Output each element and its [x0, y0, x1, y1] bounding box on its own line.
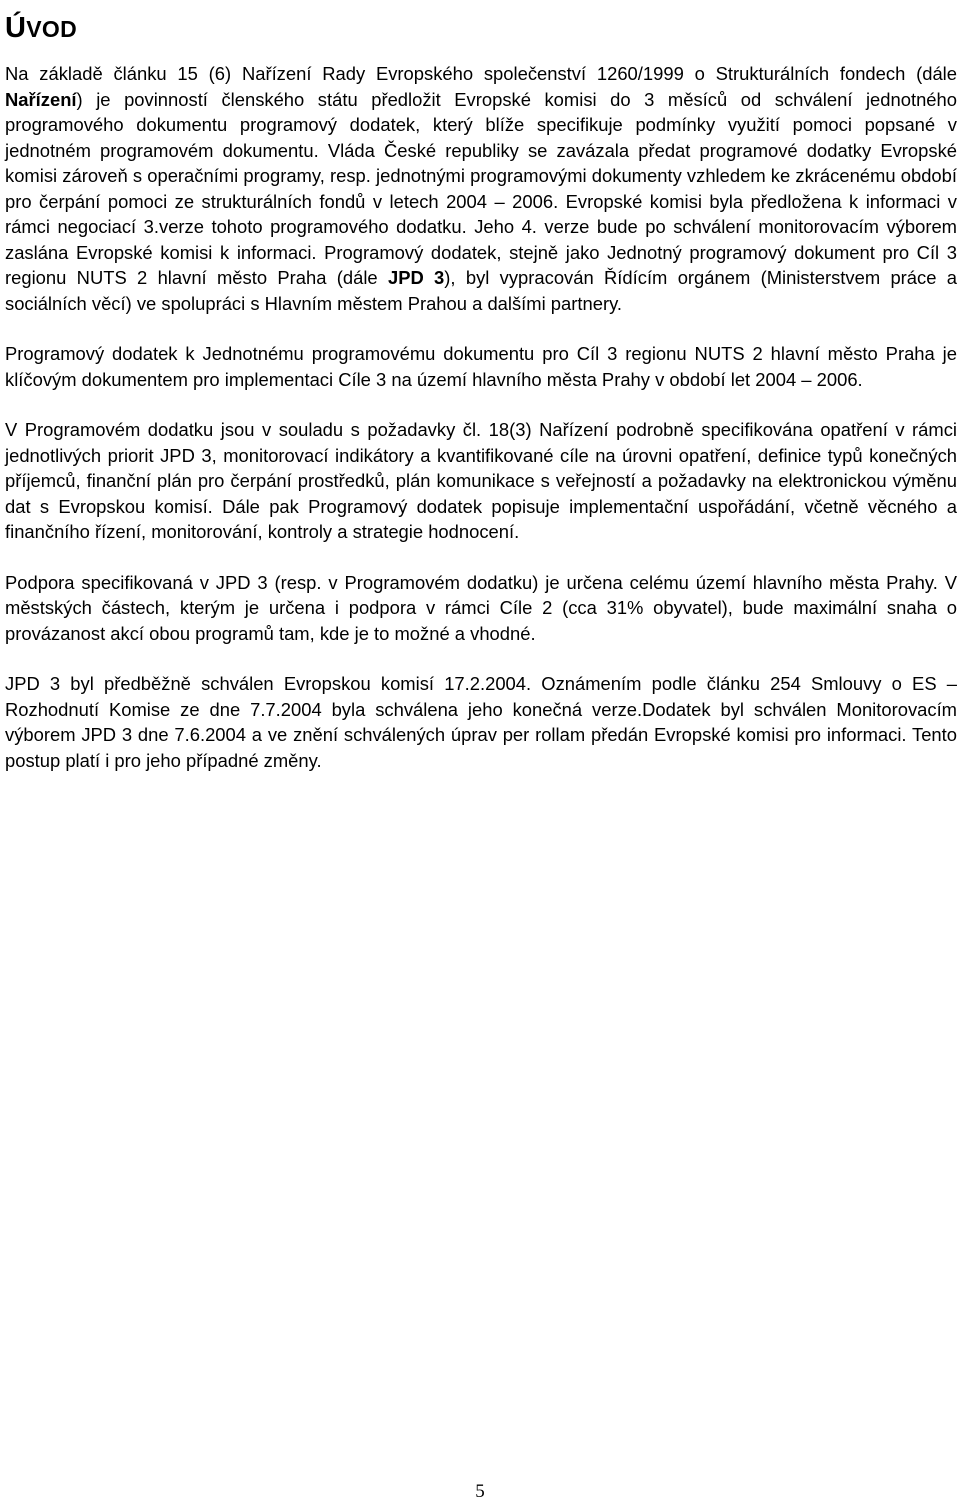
paragraph-intro-part-3: ), byl vypracován Řídícím orgánem (Ministerstvem práce a sociálních věcí) ve spolupráci s Hlavním městem Prahou a dalšími partnery. [5, 267, 957, 314]
section-heading [5, 10, 957, 47]
paragraph-support: Podpora specifikovaná v JPD 3 (resp. v Programovém dodatku) je určena celému území hlavního města Prahy. V městských částech, kterým je určena i podpora v rámci Cíle 2 (cca 31% obyvatel), bude maximální snaha o provázanost akcí obou programů tam, kde je to možné a vhodné. [5, 571, 957, 644]
paragraph-purpose: Programový dodatek k Jednotnému programovému dokumentu pro Cíl 3 regionu NUTS 2 hlavní město Praha je klíčovým dokumentem pro implementaci Cíle 3 na území hlavního města Prahy v období let 2004 – 2006. [5, 343, 957, 390]
document-page [5, 0, 957, 773]
paragraph-approval: JPD 3 byl předběžně schválen Evropskou komisí 17.2.2004. Oznámením podle článku 254 Smlouvy o ES – Rozhodnutí Komise ze dne 7.7.2004 byla schválena jeho konečná verze.Dodatek byl schválen Monitorovacím výborem JPD 3 dne 7.6.2004 a ve znění schválených úprav per rollam předán Evropské komisi pro informaci. Tento postup platí i pro jeho případné změny. [5, 673, 957, 771]
term-jpd3: JPD 3 [387, 267, 445, 288]
paragraph-intro [5, 61, 957, 316]
heading-initial: Ú [5, 12, 27, 44]
page-number: 5 [475, 1481, 485, 1502]
paragraph-intro-part-1: Na základě článku 15 (6) Nařízení Rady Evropského společenství 1260/1999 o Strukturálních fondech (dále [5, 63, 957, 84]
paragraph-contents: V Programovém dodatku jsou v souladu s požadavky čl. 18(3) Nařízení podrobně specifikována opatření v rámci jednotlivých priorit JPD 3, monitorovací indikátory a kvantifikované cíle na úrovni opatření, definice typů konečných příjemců, finanční plán pro čerpání prostředků, plán komunikace s veřejností a požadavky na elektronickou výměnu dat s Evropskou komisí. Dále pak Programový dodatek popisuje implementační uspořádání, včetně věcného a finančního řízení, monitorování, kontroly a strategie hodnocení. [5, 419, 957, 542]
heading-rest: VOD [26, 16, 77, 42]
paragraph-intro-part-2: ) je povinností členského státu předložit Evropské komisi do 3 měsíců od schválení jednotného programového dokumentu programový dodatek, který blíže specifikuje podmínky využití pomoci popsané v jednotném programovém dokumentu. Vláda České republiky se zavázala předat programové dodatky Evropské komisi zároveň s operačními programy, resp. jednotnými programovými dokumenty vzhledem ke zkrácenému období pro čerpání pomoci ze strukturálních fondů v letech 2004 – 2006. Evropské komisi byla předložena k informaci v rámci negociací 3.verze tohoto programového dodatku. Jeho 4. verze bude po schválení monitorovacím výborem zaslána Evropské komisi k informaci. Programový dodatek, stejně jako Jednotný programový dokument pro Cíl 3 regionu NUTS 2 hlavní město Praha (dále [5, 88, 957, 288]
term-narizeni: Nařízení [5, 88, 77, 110]
